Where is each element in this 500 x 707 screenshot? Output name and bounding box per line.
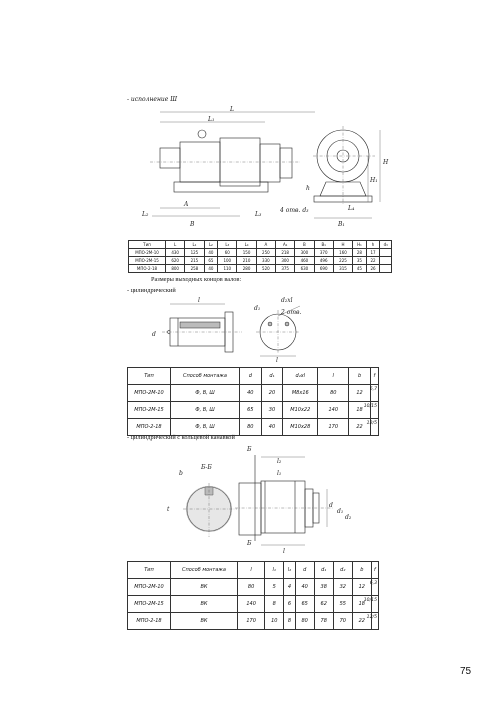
dim-d1: d₁: [254, 305, 261, 312]
t2-cell: 18: [349, 402, 371, 419]
t1-header: L: [166, 241, 185, 249]
t2-cell: Ф, В, Ш: [171, 385, 240, 402]
t2-cell: Ф, В, Ш: [171, 419, 240, 436]
dim-l2: l₂: [277, 458, 282, 465]
t3-cell: 32: [333, 579, 352, 596]
t1-cell: МПО-2М-10: [129, 249, 166, 257]
dim-d: d: [329, 502, 333, 509]
grooved-shaft-table: [127, 561, 379, 630]
shaft-dims-label: Размеры выходных концов валов:: [151, 276, 242, 283]
t2-cell: 140: [318, 402, 349, 419]
dim-l1: l₁: [277, 470, 282, 477]
t3-header: f: [371, 562, 378, 579]
t1-cell: 45: [353, 265, 367, 273]
dim-L4: L₄: [348, 205, 355, 212]
t1-header: Тип: [129, 241, 166, 249]
t2-header: d: [240, 368, 262, 385]
table-row: [128, 613, 379, 630]
t1-header: L₂: [204, 241, 218, 249]
t3-f-value: 6,3: [369, 581, 377, 586]
table-row: [128, 419, 379, 436]
t3-header: l₁: [265, 562, 284, 579]
t3-cell: 55: [333, 596, 352, 613]
dim-A: A: [184, 201, 189, 208]
t1-cell: 60: [218, 249, 237, 257]
t1-header: A: [256, 241, 275, 249]
t2-cell: М10х22: [283, 402, 318, 419]
dim-l-end: l: [276, 357, 278, 364]
t2-cell: МПО-2М-15: [128, 402, 171, 419]
t1-cell: 630: [295, 265, 314, 273]
cylindrical-shaft-drawing: [150, 296, 310, 362]
t1-cell: 280: [237, 265, 256, 273]
dim-d1: d₁: [337, 508, 344, 515]
t3-cell: ВК: [171, 579, 238, 596]
table-row: [128, 402, 379, 419]
t1-header: B: [295, 241, 314, 249]
t2-header: Тип: [128, 368, 171, 385]
t2-cell: 20: [261, 385, 283, 402]
t3-cell: 80: [295, 613, 314, 630]
t3-cell: 78: [314, 613, 333, 630]
t1-cell: 35: [353, 257, 367, 265]
t3-cell: 12: [352, 579, 371, 596]
t1-cell: МПО-2М-15: [129, 257, 166, 265]
t1-cell: 250: [256, 249, 275, 257]
assembly-drawing: [130, 104, 390, 234]
t2-cell: МПО-2М-10: [128, 385, 171, 402]
dim-t: t: [167, 506, 170, 513]
t2-header: l: [318, 368, 349, 385]
t3-cell: 70: [333, 613, 352, 630]
t1-cell: 300: [276, 257, 295, 265]
t1-header: B₁: [314, 241, 333, 249]
dim-L: L: [230, 106, 234, 113]
dim-l: l: [198, 297, 200, 304]
t2-cell: МПО-2-18: [128, 419, 171, 436]
t2-cell: 12: [349, 385, 371, 402]
t3-f-value: 10/15: [363, 598, 377, 603]
t1-cell: 40: [204, 249, 218, 257]
t3-cell: 5: [265, 579, 284, 596]
t1-cell: 65: [204, 257, 218, 265]
t1-cell: 370: [314, 249, 333, 257]
t1-cell: 40: [204, 265, 218, 273]
t3-cell: 170: [238, 613, 265, 630]
dim-L2: L₂: [142, 211, 149, 218]
t3-cell: 8: [265, 596, 284, 613]
t1-cell: 215: [185, 257, 204, 265]
t2-f-value: 12/5: [366, 421, 377, 426]
t2-header: f: [370, 368, 378, 385]
t1-cell: 125: [185, 249, 204, 257]
dim-d: d: [152, 331, 156, 338]
t2-header: b: [349, 368, 371, 385]
section-execution-label: - исполнение Ш: [127, 96, 178, 103]
t2-cell: Ф, В, Ш: [171, 402, 240, 419]
t1-cell: 620: [166, 257, 185, 265]
t1-header: d₃: [380, 241, 392, 249]
t3-header: l: [238, 562, 265, 579]
t2-header: Способ монтажа: [171, 368, 240, 385]
t2-f-value: 6,7: [369, 387, 377, 392]
t3-cell: 40: [295, 579, 314, 596]
t3-cell: 10: [265, 613, 284, 630]
t1-cell: 28: [353, 249, 367, 257]
cut-B-bottom: Б: [247, 540, 252, 547]
holes2-label: 2 отв.: [281, 309, 302, 316]
dim-h: h: [306, 185, 310, 192]
table-row: [129, 249, 392, 257]
t1-cell: 496: [314, 257, 333, 265]
t1-header: H: [333, 241, 352, 249]
t2-cell: 170: [318, 419, 349, 436]
t2-f-value: 10/15: [363, 404, 377, 409]
t3-cell: 80: [238, 579, 265, 596]
table-row: [129, 265, 392, 273]
table-row: [128, 385, 379, 402]
dim-L3: L₃: [255, 211, 262, 218]
t1-header: L₃: [218, 241, 237, 249]
holes-label: 4 отв. d₃: [280, 207, 309, 214]
t1-header: L₁: [185, 241, 204, 249]
t3-header: l₂: [284, 562, 295, 579]
t1-header: L₄: [237, 241, 256, 249]
t3-cell: МПО-2М-10: [128, 579, 171, 596]
t2-header: d₁: [261, 368, 283, 385]
t3-cell: 8: [284, 613, 295, 630]
t2-cell: 40: [240, 385, 262, 402]
t2-cell: 80: [318, 385, 349, 402]
t2-cell: 30: [261, 402, 283, 419]
t1-cell: 800: [166, 265, 185, 273]
t1-cell: 375: [276, 265, 295, 273]
t2-header: d₂xl: [283, 368, 318, 385]
t3-header: d₂: [333, 562, 352, 579]
t3-cell: МПО-2М-15: [128, 596, 171, 613]
t3-header: d: [295, 562, 314, 579]
dim-H: H: [383, 159, 389, 166]
t1-cell: 520: [256, 265, 275, 273]
t1-cell: 690: [314, 265, 333, 273]
t2-cell: 40: [261, 419, 283, 436]
t1-cell: 26: [366, 265, 380, 273]
t1-header: H₁: [353, 241, 367, 249]
t2-cell: М8х16: [283, 385, 318, 402]
t2-cell: 65: [240, 402, 262, 419]
t3-cell: 62: [314, 596, 333, 613]
t1-cell: 430: [166, 249, 185, 257]
t3-cell: 65: [295, 596, 314, 613]
t3-f-value: 12/5: [366, 615, 377, 620]
t3-cell: 4: [284, 579, 295, 596]
t1-cell: 258: [185, 265, 204, 273]
section-label: Б-Б: [201, 464, 212, 471]
grooved-shaft-drawing: [165, 445, 375, 555]
dim-B1: B₁: [338, 221, 345, 228]
t1-cell: 330: [256, 257, 275, 265]
t1-cell: 22: [366, 257, 380, 265]
dim-b: b: [179, 470, 183, 477]
t3-header: Способ монтажа: [171, 562, 238, 579]
t1-cell: МПО-2-18: [129, 265, 166, 273]
dim-l: l: [283, 548, 285, 555]
t3-cell: ВК: [171, 613, 238, 630]
t1-cell: 150: [237, 249, 256, 257]
section-cylindrical-groove-label: - цилиндрический с кольцевой канавкой: [127, 434, 235, 441]
t3-header: d₁: [314, 562, 333, 579]
cut-B-top: Б: [247, 446, 252, 453]
dim-B: B: [190, 221, 195, 228]
table-row: [129, 257, 392, 265]
t3-cell: ВК: [171, 596, 238, 613]
t3-cell: 140: [238, 596, 265, 613]
t1-cell: 17: [366, 249, 380, 257]
t3-cell: МПО-2-18: [128, 613, 171, 630]
t3-cell: 6: [284, 596, 295, 613]
t3-cell: 18: [352, 596, 371, 613]
t2-cell: 80: [240, 419, 262, 436]
t1-header: h: [366, 241, 380, 249]
dim-H1: H₁: [370, 177, 378, 184]
t1-cell: 210: [237, 257, 256, 265]
t1-cell: 225: [333, 257, 352, 265]
t3-cell: 38: [314, 579, 333, 596]
t3-header: Тип: [128, 562, 171, 579]
dim-d2: d₂: [345, 514, 352, 521]
t1-cell: 460: [295, 257, 314, 265]
section-cylindrical-label: - цилиндрический: [127, 287, 176, 294]
t3-header: b: [352, 562, 371, 579]
t1-cell: 218: [276, 249, 295, 257]
t3-cell: 22: [352, 613, 371, 630]
dimensions-table: [128, 240, 392, 273]
dim-L1: L₁: [208, 116, 215, 123]
t2-cell: М10х28: [283, 419, 318, 436]
t1-header: A₁: [276, 241, 295, 249]
dim-dxl: d₂xl: [281, 297, 293, 304]
t1-cell: 110: [218, 265, 237, 273]
page-number: 75: [460, 666, 472, 677]
t2-cell: 22: [349, 419, 371, 436]
t1-cell: 160: [333, 249, 352, 257]
table-row: [128, 596, 379, 613]
table-row: [128, 579, 379, 596]
cylindrical-shaft-table: [127, 367, 379, 436]
t1-cell: 315: [333, 265, 352, 273]
t1-cell: 100: [218, 257, 237, 265]
t1-cell: 300: [295, 249, 314, 257]
